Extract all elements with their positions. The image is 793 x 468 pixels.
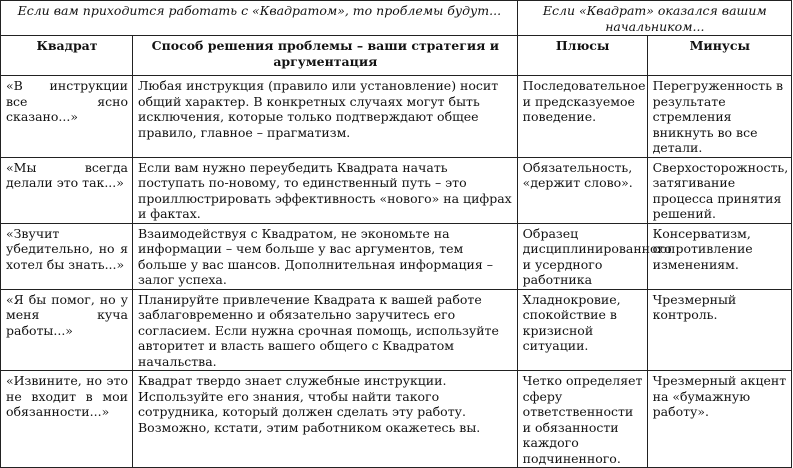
- table-row: [1, 289, 792, 371]
- header-left: Если вам приходится работать с «Квадратом», то проблемы будут...: [1, 1, 518, 36]
- pros-text: Обязательность, «держит слово».: [517, 157, 647, 223]
- table-header-top: [1, 1, 792, 36]
- column-header-square: Квадрат: [1, 36, 133, 76]
- cons-text: Сверхосторожность, затягивание процесса принятия решений.: [647, 157, 791, 223]
- pros-text: Хладнокровие, спокойствие в кризисной ситуации.: [517, 289, 647, 371]
- method-text: Если вам нужно переубедить Квадрата начать поступать по-новому, то единственный путь – это проиллюстрировать эффективность «нового» на цифрах и фактах.: [133, 157, 518, 223]
- square-quote: «Мы всегда делали это так...»: [1, 157, 133, 223]
- pros-text: Последовательное и предсказуемое поведение.: [517, 76, 647, 158]
- method-text: Любая инструкция (правило или установление) носит общий характер. В конкретных случаях могут быть исключения, которые только подтверждают общее правило, главное – прагматизм.: [133, 76, 518, 158]
- square-quote: «Я бы помог, но у меня куча работы...»: [1, 289, 133, 371]
- square-quote: «Звучит убедительно, но я хотел бы знать...»: [1, 223, 133, 289]
- table-row: [1, 157, 792, 223]
- cons-text: Консерватизм, сопротивление изменениям.: [647, 223, 791, 289]
- table-row: [1, 223, 792, 289]
- method-text: Взаимодействуя с Квадратом, не экономьте на информации – чем больше у вас аргументов, тем больше у вас шансов. Дополнительная информация – залог успеха.: [133, 223, 518, 289]
- method-text: Квадрат твердо знает служебные инструкции. Используйте его знания, чтобы найти такого сотрудника, который должен сделать эту работу. Возможно, кстати, этим работником окажетесь вы.: [133, 371, 518, 468]
- cons-text: Чрезмерный акцент на «бумажную работу».: [647, 371, 791, 468]
- column-header-method: Способ решения проблемы – ваши стратегия и аргументация: [133, 36, 518, 76]
- pros-text: Четко определяет сферу ответственности и обязанности каждого подчиненного.: [517, 371, 647, 468]
- table-row: [1, 371, 792, 468]
- square-quote: «В инструкции все ясно сказано...»: [1, 76, 133, 158]
- square-quote: «Извините, но это не входит в мои обязанности...»: [1, 371, 133, 468]
- table-header-columns: [1, 36, 792, 76]
- pros-text: Образец дисциплинированного и усердного работника: [517, 223, 647, 289]
- cons-text: Чрезмерный контроль.: [647, 289, 791, 371]
- column-header-cons: Минусы: [647, 36, 791, 76]
- header-right: Если «Квадрат» оказался вашим начальником...: [517, 1, 791, 36]
- table-row: [1, 76, 792, 158]
- method-text: Планируйте привлечение Квадрата к вашей работе заблаговременно и обязательно заручитесь его согласием. Если нужна срочная помощь, используйте авторитет и власть вашего общего с Квадратом начальства.: [133, 289, 518, 371]
- column-header-pros: Плюсы: [517, 36, 647, 76]
- cons-text: Перегруженность в результате стремления вникнуть во все детали.: [647, 76, 791, 158]
